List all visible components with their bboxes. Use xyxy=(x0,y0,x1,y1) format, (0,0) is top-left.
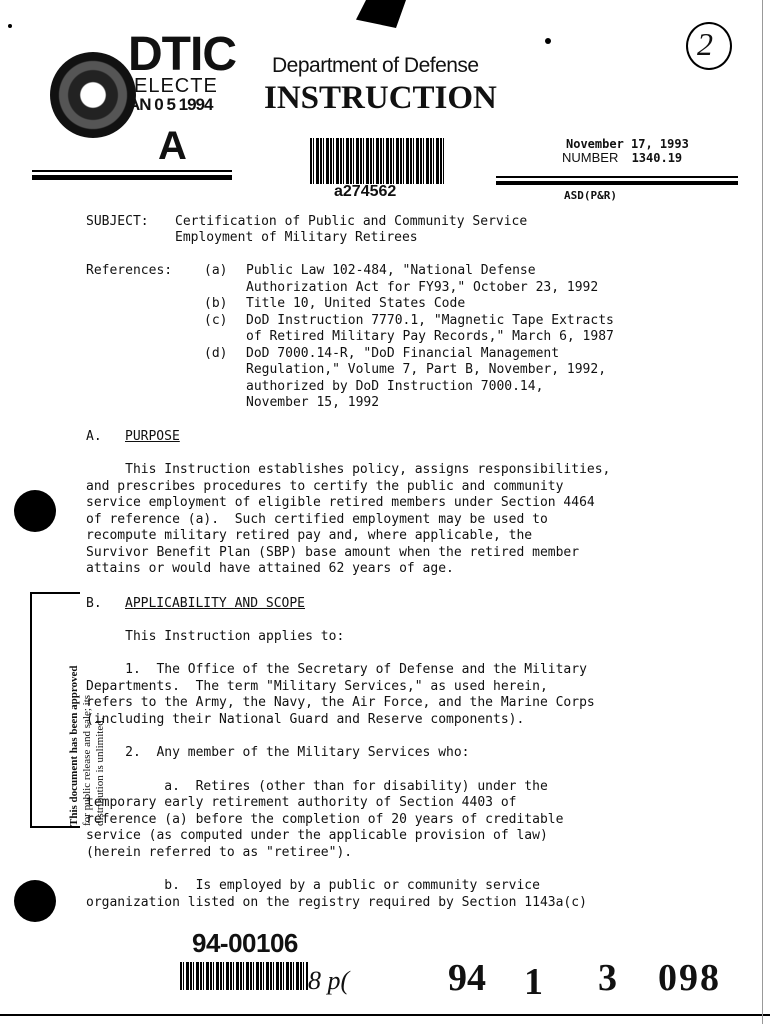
subject-label: SUBJECT: xyxy=(86,214,149,229)
footer-number: 098 xyxy=(658,957,721,999)
reference-text: Authorization Act for FY93," October 23, 1992 xyxy=(246,280,599,295)
dtic-logo-text: DTIC xyxy=(128,28,236,81)
reference-key: (b) xyxy=(204,296,228,311)
paragraph-line: (including their National Guard and Reserve components). xyxy=(86,712,525,727)
paragraph-line: attains or would have attained 62 years of age. xyxy=(86,561,454,576)
document-barcode xyxy=(310,138,446,184)
header-rule-right xyxy=(496,176,738,178)
paragraph-line: a. Retires (other than for disability) under the xyxy=(86,779,548,794)
department-title: Department of Defense xyxy=(272,54,479,77)
grade-letter: A xyxy=(158,124,187,168)
header-rule-left xyxy=(32,170,232,172)
scan-edge xyxy=(762,0,763,1024)
reference-text: of Retired Military Pay Records," March 6, 1987 xyxy=(246,329,614,344)
scan-speck xyxy=(8,24,12,28)
paragraph-line: reference (a) before the completion of 20 years of creditable xyxy=(86,812,564,827)
dtic-seal xyxy=(50,52,136,138)
paragraph-line: refers to the Army, the Navy, the Air Force, and the Marine Corps xyxy=(86,695,595,710)
footer-number: 94 xyxy=(448,957,486,999)
reference-key: (c) xyxy=(204,313,228,328)
number-label: NUMBER xyxy=(562,150,619,165)
reference-text: Regulation," Volume 7, Part B, November, 1992, xyxy=(246,362,607,377)
footer-number: 1 xyxy=(524,961,543,1003)
office-code: ASD(P&R) xyxy=(564,189,617,202)
scan-speck xyxy=(545,38,551,44)
electe-text: ELECTE xyxy=(134,75,218,97)
paragraph-line: This Instruction applies to: xyxy=(86,629,345,644)
punch-hole xyxy=(14,880,56,922)
paragraph-line: Departments. The term "Military Services," as used herein, xyxy=(86,679,548,694)
reference-text: authorized by DoD Instruction 7000.14, xyxy=(246,379,544,394)
header-rule-left xyxy=(32,175,232,180)
approval-stamp xyxy=(30,592,106,828)
reference-text: November 15, 1992 xyxy=(246,395,380,410)
stamp-line: This document has been approved xyxy=(68,665,80,826)
paragraph-line: b. Is employed by a public or community service xyxy=(86,878,540,893)
scan-blot xyxy=(356,0,406,28)
section-b-heading: APPLICABILITY AND SCOPE xyxy=(125,596,306,611)
reference-key: (a) xyxy=(204,263,228,278)
paragraph-line: service (as computed under the applicable provision of law) xyxy=(86,828,548,843)
reference-text: DoD Instruction 7770.1, "Magnetic Tape Extracts xyxy=(246,313,614,328)
instruction-title: INSTRUCTION xyxy=(264,80,497,116)
electe-date: AN 0 5 1994 xyxy=(128,95,213,114)
reference-text: DoD 7000.14-R, "DoD Financial Management xyxy=(246,346,560,361)
references-label: References: xyxy=(86,263,173,278)
reference-text: Title 10, United States Code xyxy=(246,296,466,311)
accession-number: 94-00106 xyxy=(192,928,298,958)
paragraph-line: organization listed on the registry required by Section 1143a(c) xyxy=(86,895,587,910)
paragraph-line: temporary early retirement authority of Section 4403 of xyxy=(86,795,517,810)
reference-text: Public Law 102-484, "National Defense xyxy=(246,263,536,278)
number-value: 1340.19 xyxy=(631,151,683,165)
handwritten-pages: 8 p( xyxy=(308,966,350,995)
reference-key: (d) xyxy=(204,346,228,361)
barcode-id: a274562 xyxy=(334,183,397,200)
paragraph-line: This Instruction establishes policy, assigns responsibilities, xyxy=(86,462,611,477)
accession-barcode xyxy=(180,962,308,990)
instruction-date: November 17, 1993 xyxy=(566,137,689,151)
instruction-number xyxy=(562,150,682,167)
stamp-line: distribution is unlimited. xyxy=(94,717,106,826)
paragraph-line: Survivor Benefit Plan (SBP) base amount when the retired member xyxy=(86,545,580,560)
section-a-letter: A. xyxy=(86,429,102,444)
subject-line: Certification of Public and Community Service xyxy=(175,214,528,229)
header-rule-right xyxy=(496,181,738,185)
stamp-line: for public release and sale; its xyxy=(81,694,93,826)
paragraph-line: 1. The Office of the Secretary of Defense and the Military xyxy=(86,662,587,677)
section-a-heading: PURPOSE xyxy=(125,429,180,444)
scan-edge xyxy=(0,1014,770,1016)
paragraph-line: recompute military retired pay and, where applicable, the xyxy=(86,528,533,543)
paragraph-line: service employment of eligible retired members under Section 4464 xyxy=(86,495,595,510)
section-b-letter: B. xyxy=(86,596,102,611)
paragraph-line: of reference (a). Such certified employment may be used to xyxy=(86,512,548,527)
paragraph-line: and prescribes procedures to certify the public and community xyxy=(86,479,564,494)
punch-hole xyxy=(14,490,56,532)
footer-number: 3 xyxy=(598,957,617,999)
paragraph-line: 2. Any member of the Military Services who: xyxy=(86,745,470,760)
subject-line: Employment of Military Retirees xyxy=(175,230,418,245)
paragraph-line: (herein referred to as "retiree"). xyxy=(86,845,353,860)
handwritten-number: 2 xyxy=(697,26,713,62)
